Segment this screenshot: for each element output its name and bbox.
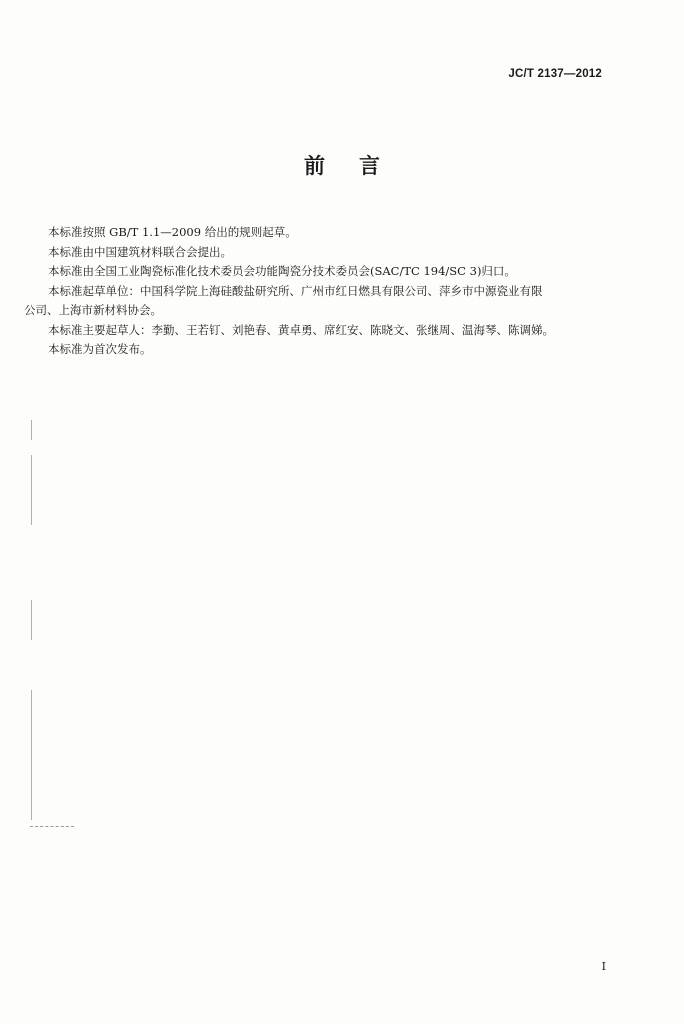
scan-margin-mark <box>31 455 32 525</box>
paragraph-text: 本标准由全国工业陶瓷标准化技术委员会功能陶瓷分技术委员会(SAC/TC 194/SC 3)归口。 <box>48 264 516 278</box>
paragraph-drafting-rules <box>24 223 624 243</box>
paragraph-drafting-units <box>24 282 624 321</box>
paragraph-text: 本标准由中国建筑材料联合会提出。 <box>48 244 232 259</box>
preface-body <box>24 223 624 360</box>
scan-margin-mark <box>31 600 32 640</box>
paragraph-proposer <box>24 243 624 263</box>
scan-margin-mark <box>31 420 32 440</box>
paragraph-first-release <box>24 340 624 360</box>
scan-margin-dash <box>30 826 74 828</box>
paragraph-continuation: 公司、上海市新材料协会。 <box>24 303 162 317</box>
document-code: JC/T 2137—2012 <box>508 68 602 80</box>
paragraph-text: 本标准按照 GB/T 1.1—2009 给出的规则起草。 <box>48 225 297 239</box>
paragraph-administration <box>24 262 624 282</box>
page-title: 前言 <box>304 154 414 178</box>
paragraph-text: 本标准为首次发布。 <box>48 342 152 356</box>
paragraph-text: 本标准起草单位：中国科学院上海硅酸盐研究所、广州市红日燃具有限公司、萍乡市中源瓷业有限 <box>48 283 543 298</box>
page-number: I <box>601 960 606 973</box>
paragraph-text: 本标准主要起草人：李勤、王若钉、刘艳春、黄卓勇、席红安、陈晓文、张继周、温海琴、陈调娣。 <box>48 322 554 337</box>
paragraph-drafters <box>24 321 624 341</box>
scan-margin-mark <box>31 690 32 820</box>
